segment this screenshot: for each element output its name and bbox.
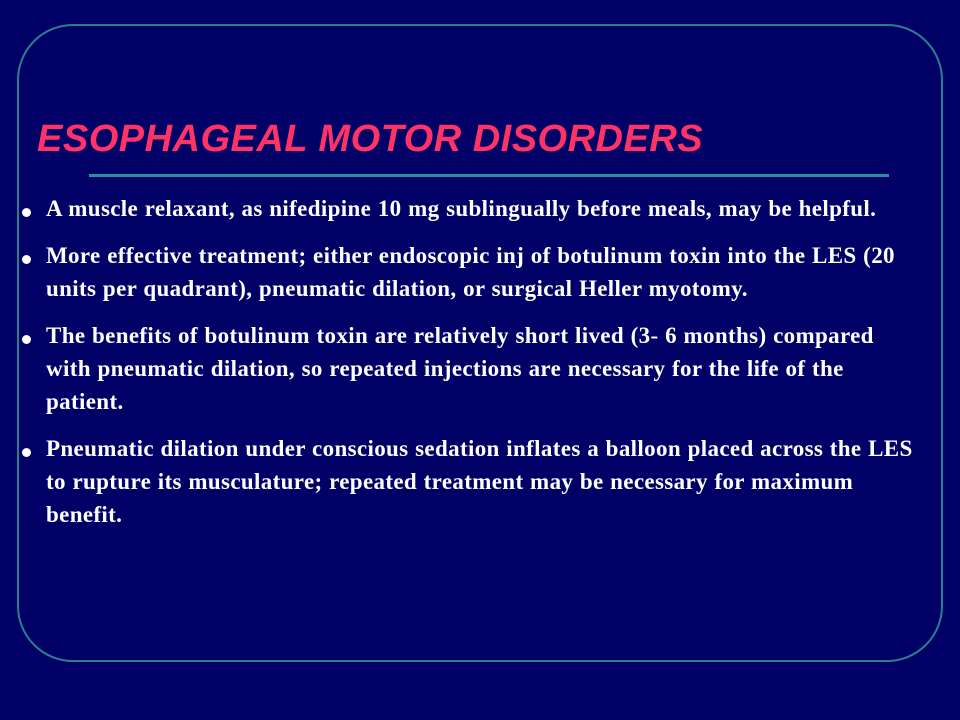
bullet-dot-icon — [22, 208, 31, 217]
title-underline — [89, 174, 889, 177]
bullet-item — [0, 239, 914, 305]
bullet-text: The benefits of botulinum toxin are relatively short lived (3- 6 months) compared with pneumatic dilation, so repeated injections are necessary for the life of the patient. — [46, 323, 874, 414]
bullet-text: A muscle relaxant, as nifedipine 10 mg sublingually before meals, may be helpful. — [46, 196, 877, 221]
bullet-text: More effective treatment; either endoscopic inj of botulinum toxin into the LES (20 units per quadrant), pneumatic dilation, or surgical Heller myotomy. — [46, 243, 895, 301]
bullet-item — [0, 432, 914, 531]
slide-title: ESOPHAGEAL MOTOR DISORDERS — [37, 118, 704, 160]
bullet-text: Pneumatic dilation under conscious sedation inflates a balloon placed across the LES to rupture its musculature; repeated treatment may be necessary for maximum benefit. — [46, 436, 913, 527]
bullet-dot-icon — [22, 255, 31, 264]
bullet-dot-icon — [22, 448, 31, 457]
bullet-dot-icon — [22, 335, 31, 344]
bullet-item — [0, 319, 914, 418]
bullet-item — [0, 192, 914, 225]
bullet-list — [0, 192, 960, 545]
